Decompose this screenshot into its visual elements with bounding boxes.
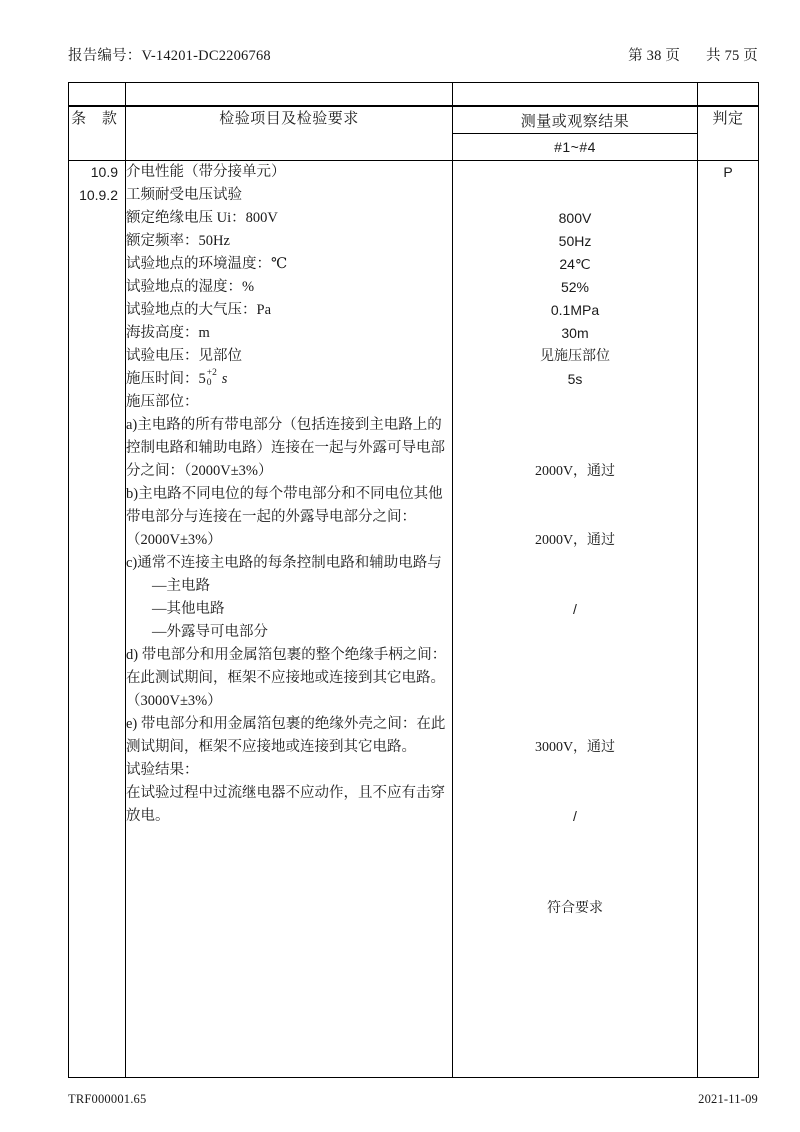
item-line-e: e) 带电部分和用金属箔包裹的绝缘外壳之间：在此测试期间，框架不应接地或连接到其它电路。 <box>126 716 446 755</box>
result-spacer-18 <box>453 851 697 874</box>
result-spacer-17 <box>453 828 697 851</box>
press-time-prefix: 施压时间： <box>126 371 199 387</box>
strip-cell-clause <box>69 83 126 107</box>
column-header-clause: 条 款 <box>69 106 126 161</box>
page-current: 第 38 页 <box>628 48 681 64</box>
column-header-result-subtitle: #1~#4 <box>554 139 596 155</box>
item-line-test-result-title: 试验结果： <box>126 762 199 778</box>
result-rated-frequency: 50Hz <box>558 233 592 249</box>
result-spacer-13 <box>453 690 697 713</box>
result-press-time: 5s <box>567 371 583 387</box>
result-rated-voltage: 800V <box>558 210 592 226</box>
result-altitude: 30m <box>561 325 589 341</box>
result-spacer-1 <box>453 161 697 184</box>
result-air-pressure: 0.1MPa <box>550 302 600 318</box>
result-spacer-12 <box>453 667 697 690</box>
item-line-c-sub-other-circuit: —其他电路 <box>152 601 225 617</box>
table-header-row <box>69 106 759 161</box>
item-line-altitude: 海拔高度：m <box>126 325 210 341</box>
result-item-a: 2000V，通过 <box>534 464 616 479</box>
press-time-unit: s <box>221 371 228 387</box>
result-spacer-10 <box>453 621 697 644</box>
result-item-b: 2000V，通过 <box>534 533 616 548</box>
report-number <box>68 44 271 65</box>
report-number-label: 报告编号： <box>68 48 142 64</box>
result-spacer-8 <box>453 552 697 575</box>
report-number-value: V-14201-DC2206768 <box>141 48 271 64</box>
result-spacer-7 <box>453 506 697 529</box>
clause-number-2: 10.9.2 <box>79 187 118 203</box>
verdict-value: P <box>723 164 733 180</box>
page-total: 共 75 页 <box>706 48 758 64</box>
verdict-cell <box>698 161 759 1078</box>
result-item-d: 3000V，通过 <box>534 740 616 755</box>
page-numbering <box>628 44 758 65</box>
item-line-d: d) 带电部分和用金属箔包裹的整个绝缘手柄之间：在此测试期间，框架不应接地或连接到其它电路。（3000V±3%） <box>126 647 447 709</box>
result-spacer-5 <box>453 437 697 460</box>
press-time-tolerance <box>206 368 222 388</box>
table-body-row <box>69 161 759 1078</box>
report-table-wrapper <box>68 82 758 1078</box>
page-running-footer <box>68 1092 758 1107</box>
result-item-c: / <box>573 601 577 617</box>
result-spacer-16 <box>453 782 697 805</box>
result-ambient-temperature: 24℃ <box>559 256 591 272</box>
result-spacer-15 <box>453 759 697 782</box>
strip-cell-verdict <box>698 83 759 107</box>
strip-cell-result <box>453 83 698 107</box>
result-spacer-4 <box>453 414 697 437</box>
result-item-e: / <box>573 808 577 824</box>
item-line-c-sub-main-circuit: —主电路 <box>152 578 210 594</box>
result-conclusion: 符合要求 <box>547 901 603 916</box>
item-line-humidity: 试验地点的湿度：% <box>126 279 255 295</box>
result-spacer-9 <box>453 575 697 598</box>
item-line-b: b)主电路不同电位的每个带电部分和不同电位其他带电部分与连接在一起的外露导电部分之间：（2000V±3%） <box>126 486 443 548</box>
result-spacer-2 <box>453 184 697 207</box>
result-spacer-6 <box>453 483 697 506</box>
table-top-strip-row <box>69 83 759 107</box>
item-line-c-sub-exposed-conductive: —外露导可电部分 <box>152 624 268 640</box>
clause-cell <box>69 161 126 1078</box>
item-line-rated-frequency: 额定频率：50Hz <box>126 233 230 249</box>
column-header-item: 检验项目及检验要求 <box>126 106 453 161</box>
strip-cell-item <box>126 83 453 107</box>
page-running-header <box>68 44 758 66</box>
press-time-sub: 0 <box>206 378 212 388</box>
result-test-voltage: 见施压部位 <box>540 349 610 364</box>
result-spacer-3 <box>453 391 697 414</box>
item-line-c: c)通常不连接主电路的每条控制电路和辅助电路与 <box>126 555 442 571</box>
press-time-sup: +2 <box>206 368 217 378</box>
issue-date: 2021-11-09 <box>698 1092 758 1106</box>
item-line-dielectric-title: 介电性能（带分接单元） <box>126 164 286 180</box>
result-spacer-14 <box>453 713 697 736</box>
column-header-result-title: 测量或观察结果 <box>453 107 697 134</box>
item-line-air-pressure: 试验地点的大气压：Pa <box>126 302 271 318</box>
item-line-rated-insulation-voltage: 额定绝缘电压 Ui：800V <box>126 210 278 226</box>
item-line-test-voltage: 试验电压：见部位 <box>126 348 242 364</box>
column-header-result <box>453 106 698 161</box>
result-spacer-11 <box>453 644 697 667</box>
inspection-report-table <box>68 82 759 1078</box>
measurement-result-cell <box>453 161 698 1078</box>
item-line-press-time <box>126 368 452 391</box>
item-line-test-result-text: 在试验过程中过流继电器不应动作，且不应有击穿放电。 <box>126 785 445 824</box>
press-time-base: 5 <box>198 371 206 387</box>
item-line-press-locations-title: 施压部位： <box>126 394 199 410</box>
item-line-power-frequency-test: 工频耐受电压试验 <box>126 187 242 203</box>
inspection-item-cell <box>126 161 453 1078</box>
form-number: TRF000001.65 <box>68 1092 147 1106</box>
item-line-a: a)主电路的所有带电部分（包括连接到主电路上的控制电路和辅助电路）连接在一起与外露可导电部分之间：（2000V±3%） <box>126 417 445 479</box>
clause-number-1: 10.9 <box>90 164 118 180</box>
result-spacer-19 <box>453 874 697 897</box>
column-header-verdict: 判定 <box>698 106 759 161</box>
result-humidity: 52% <box>560 279 590 295</box>
item-line-ambient-temperature: 试验地点的环境温度：℃ <box>126 256 288 272</box>
